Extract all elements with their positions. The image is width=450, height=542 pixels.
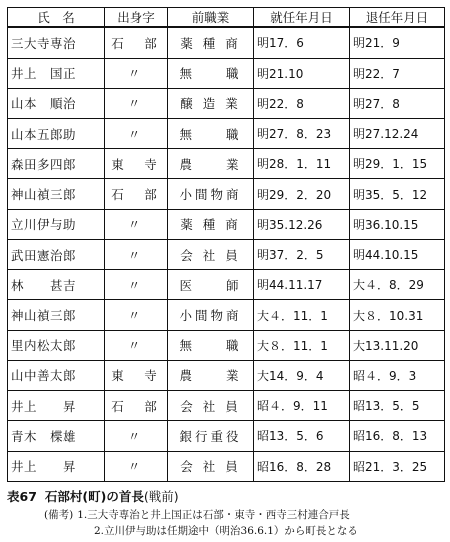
cell-name: 林 甚吉 <box>8 270 105 300</box>
header-end-date: 退任年月日 <box>350 8 445 28</box>
note-line-2 <box>44 523 358 539</box>
table-row <box>8 451 445 481</box>
cell-origin: 〃 <box>105 330 168 360</box>
notes-label: (備考) <box>44 509 74 521</box>
table-header-row <box>8 8 445 28</box>
header-previous-job: 前職業 <box>168 8 254 28</box>
cell-end-date: 大８．10.31 <box>350 300 445 330</box>
cell-previous-job: 農 業 <box>168 360 254 390</box>
caption-suffix: (戦前) <box>143 489 179 504</box>
cell-previous-job: 無 職 <box>168 58 254 88</box>
table-row <box>8 330 445 360</box>
cell-name: 山本 順治 <box>8 88 105 118</box>
cell-name: 井上 国正 <box>8 58 105 88</box>
cell-origin: 石 部 <box>105 179 168 209</box>
cell-previous-job: 薬 種 商 <box>168 27 254 58</box>
header-origin: 出身字 <box>105 8 168 28</box>
note-text-1: 1.三大寺専治と井上国正は石部・東寺・西寺三村連合戸長 <box>77 509 350 521</box>
cell-start-date: 大４．11．1 <box>254 300 350 330</box>
cell-start-date: 明27．8．23 <box>254 119 350 149</box>
note-text-2: 2.立川伊与助は任期途中（明治36.6.1）から町長となる <box>94 525 358 537</box>
table-row <box>8 391 445 421</box>
cell-previous-job: 醸 造 業 <box>168 88 254 118</box>
cell-end-date: 明27.12.24 <box>350 119 445 149</box>
cell-start-date: 明44.11.17 <box>254 270 350 300</box>
table-row <box>8 88 445 118</box>
cell-start-date: 明29．2．20 <box>254 179 350 209</box>
cell-origin: 〃 <box>105 58 168 88</box>
caption-number: 表67 <box>7 489 37 504</box>
cell-previous-job: 農 業 <box>168 149 254 179</box>
table-row <box>8 360 445 390</box>
cell-name: 井上 昇 <box>8 391 105 421</box>
cell-end-date: 昭13．5．5 <box>350 391 445 421</box>
cell-origin: 〃 <box>105 451 168 481</box>
cell-start-date: 明28．1．11 <box>254 149 350 179</box>
header-name: 氏 名 <box>8 8 105 28</box>
cell-origin: 〃 <box>105 88 168 118</box>
cell-previous-job: 小間物商 <box>168 179 254 209</box>
header-start-date: 就任年月日 <box>254 8 350 28</box>
cell-end-date: 明35．5．12 <box>350 179 445 209</box>
cell-previous-job: 会 社 員 <box>168 239 254 269</box>
cell-name: 山中善太郎 <box>8 360 105 390</box>
cell-origin: 〃 <box>105 270 168 300</box>
cell-start-date: 明22．8 <box>254 88 350 118</box>
cell-previous-job: 会 社 員 <box>168 451 254 481</box>
cell-end-date: 明44.10.15 <box>350 239 445 269</box>
cell-previous-job: 薬 種 商 <box>168 209 254 239</box>
cell-start-date: 明21.10 <box>254 58 350 88</box>
cell-end-date: 明36.10.15 <box>350 209 445 239</box>
cell-origin: 〃 <box>105 119 168 149</box>
cell-end-date: 明29．1．15 <box>350 149 445 179</box>
cell-start-date: 昭４．9．11 <box>254 391 350 421</box>
mayors-table <box>7 7 445 482</box>
table-row <box>8 421 445 451</box>
cell-start-date: 明35.12.26 <box>254 209 350 239</box>
cell-name: 神山禎三郎 <box>8 300 105 330</box>
cell-start-date: 昭13．5．6 <box>254 421 350 451</box>
cell-start-date: 昭16．8．28 <box>254 451 350 481</box>
cell-end-date: 明22．7 <box>350 58 445 88</box>
cell-end-date: 明27．8 <box>350 88 445 118</box>
cell-end-date: 昭21．3．25 <box>350 451 445 481</box>
cell-origin: 石 部 <box>105 391 168 421</box>
table-row <box>8 149 445 179</box>
cell-end-date: 昭４．9．3 <box>350 360 445 390</box>
cell-name: 青木 楪雄 <box>8 421 105 451</box>
cell-origin: 〃 <box>105 300 168 330</box>
cell-origin: 石 部 <box>105 27 168 58</box>
table-row <box>8 300 445 330</box>
cell-name: 井上 昇 <box>8 451 105 481</box>
table-row <box>8 270 445 300</box>
cell-previous-job: 医 師 <box>168 270 254 300</box>
cell-previous-job: 会 社 員 <box>168 391 254 421</box>
cell-end-date: 大４．8．29 <box>350 270 445 300</box>
table-row <box>8 179 445 209</box>
cell-start-date: 大14．9．4 <box>254 360 350 390</box>
cell-previous-job: 無 職 <box>168 330 254 360</box>
cell-start-date: 大８．11．1 <box>254 330 350 360</box>
table-row <box>8 209 445 239</box>
notes <box>44 507 358 539</box>
cell-previous-job: 無 職 <box>168 119 254 149</box>
cell-name: 立川伊与助 <box>8 209 105 239</box>
cell-end-date: 明21．9 <box>350 27 445 58</box>
cell-origin: 〃 <box>105 209 168 239</box>
cell-end-date: 昭16．8．13 <box>350 421 445 451</box>
note-line-1 <box>44 507 358 523</box>
table-row <box>8 239 445 269</box>
cell-previous-job: 銀行重役 <box>168 421 254 451</box>
cell-name: 里内松太郎 <box>8 330 105 360</box>
table-row <box>8 27 445 58</box>
table-caption <box>7 487 179 505</box>
cell-name: 三大寺専治 <box>8 27 105 58</box>
table-row <box>8 58 445 88</box>
cell-origin: 〃 <box>105 421 168 451</box>
cell-origin: 東 寺 <box>105 360 168 390</box>
cell-name: 森田多四郎 <box>8 149 105 179</box>
table-row <box>8 119 445 149</box>
cell-origin: 東 寺 <box>105 149 168 179</box>
cell-name: 山本五郎助 <box>8 119 105 149</box>
caption-title: 石部村(町)の首長 <box>44 489 144 504</box>
cell-origin: 〃 <box>105 239 168 269</box>
cell-name: 武田憲治郎 <box>8 239 105 269</box>
cell-start-date: 明17．6 <box>254 27 350 58</box>
cell-end-date: 大13.11.20 <box>350 330 445 360</box>
cell-name: 神山禎三郎 <box>8 179 105 209</box>
table-body <box>8 27 445 482</box>
cell-previous-job: 小間物商 <box>168 300 254 330</box>
cell-start-date: 明37．2．5 <box>254 239 350 269</box>
